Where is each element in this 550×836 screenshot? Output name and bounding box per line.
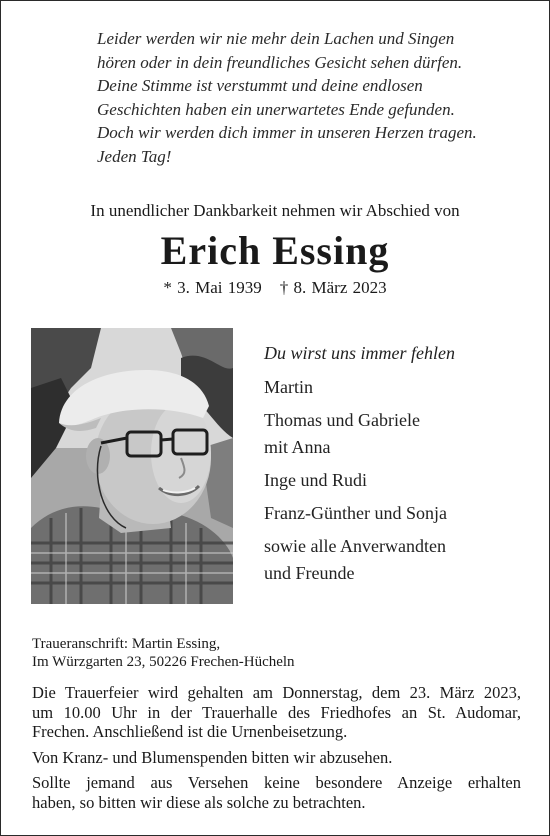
family-member: und Freunde	[264, 563, 355, 583]
life-dates	[1, 277, 549, 299]
address-line: Traueranschrift: Martin Essing,	[32, 636, 221, 652]
birth-date: * 3. Mai 1939	[163, 278, 262, 297]
address-line: Im Würzgarten 23, 50226 Frechen-Hücheln	[32, 654, 295, 670]
ceremony-paragraph	[32, 683, 521, 742]
family-member: Martin	[264, 377, 313, 397]
poem-line: hören oder in dein freundliches Gesicht sehen dürfen.	[97, 52, 463, 72]
poem-line: Jeden Tag!	[97, 146, 172, 166]
family-list	[264, 341, 544, 587]
notice-paragraph	[32, 773, 521, 812]
death-date: † 8. März 2023	[279, 278, 387, 297]
poem-line: Geschichten haben ein unerwartetes Ende gefunden.	[97, 99, 455, 119]
deceased-name: Erich Essing	[160, 228, 390, 273]
family-member: sowie alle Anverwandten	[264, 536, 446, 556]
ceremony-details	[32, 683, 521, 818]
family-member: Franz-Günther und Sonja	[264, 503, 447, 523]
poem-line: Deine Stimme ist verstummt und deine endlosen	[97, 76, 423, 95]
family-member: mit Anna	[264, 437, 331, 457]
poem-line: Leider werden wir nie mehr dein Lachen und Singen	[97, 29, 455, 48]
flowers-note: Von Kranz- und Blumenspenden bitten wir abzusehen.	[32, 747, 393, 767]
intro-text: In unendlicher Dankbarkeit nehmen wir Abschied von	[90, 201, 460, 220]
notice-line: haben, so bitten wir diese als solche zu betrachten.	[32, 792, 366, 812]
ceremony-line: Die Trauerfeier wird gehalten am Donnerstag, dem 23. März 2023,	[32, 683, 521, 702]
poem	[97, 27, 537, 168]
family-member: Inge und Rudi	[264, 470, 367, 490]
ceremony-line: um 10.00 Uhr in der Trauerhalle des Friedhofes an St. Audomar,	[32, 702, 521, 722]
mourning-address	[32, 635, 532, 671]
family-member: Thomas und Gabriele	[264, 410, 420, 430]
motto: Du wirst uns immer fehlen	[264, 343, 455, 363]
portrait-photo	[31, 328, 233, 604]
ceremony-line: Frechen. Anschließend ist die Urnenbeisetzung.	[32, 722, 348, 741]
notice-line: Sollte jemand aus Versehen keine besondere Anzeige erhalten	[32, 773, 521, 792]
poem-line: Doch wir werden dich immer in unseren Herzen tragen.	[97, 123, 477, 142]
